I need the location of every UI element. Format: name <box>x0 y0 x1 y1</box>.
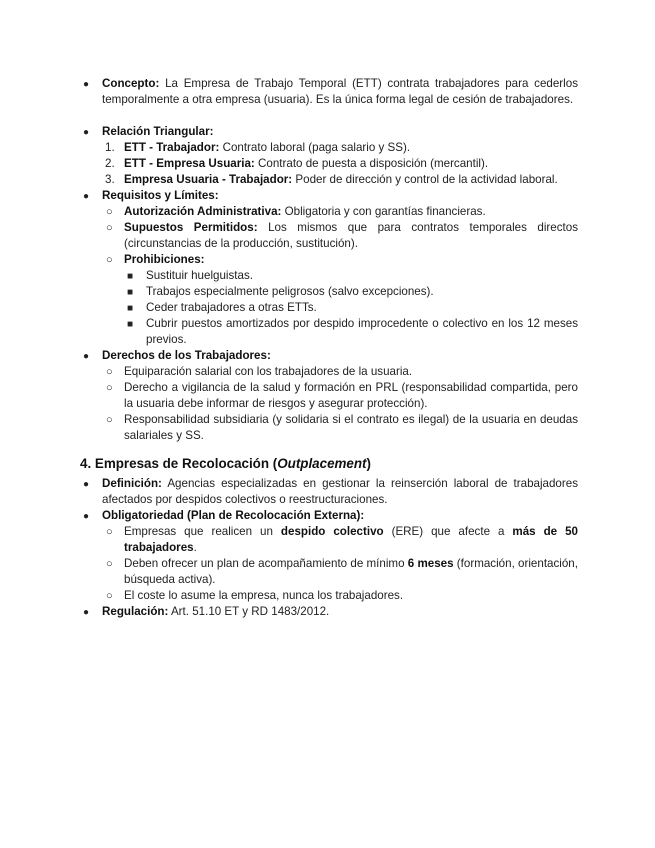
prohibicion-item: Ceder trabajadores a otras ETTs. <box>146 301 317 314</box>
prohibicion-item: Sustituir huelguistas. <box>146 269 253 282</box>
bullet-icon: ● <box>83 511 90 522</box>
bullet-icon: ● <box>83 191 90 202</box>
derechos-item: Responsabilidad subsidiaria (y solidaria si el contrato es ilegal) de la usuaria en deudas salariales y SS. <box>124 413 578 442</box>
bullet-icon: ● <box>83 79 90 90</box>
relacion-item-1: ETT - Trabajador: Contrato laboral (paga salario y SS). <box>124 141 411 154</box>
regulacion-paragraph: Regulación: Art. 51.10 ET y RD 1483/2012. <box>102 605 330 618</box>
concepto-text: La Empresa de Trabajo Temporal (ETT) contrata trabajadores para cederlos temporalmente a otra empresa (usuaria). Es la única forma legal de cesión de trabajadores. <box>102 77 578 106</box>
circle-bullet-icon: ○ <box>106 590 113 602</box>
concepto-paragraph <box>102 76 578 108</box>
bullet-icon: ● <box>83 607 90 618</box>
prohibiciones-heading: Prohibiciones: <box>124 253 205 266</box>
derechos-item: Derecho a vigilancia de la salud y formación en PRL (responsabilidad compartida, pero la usuaria debe informar de riesgos y asegurar protección). <box>124 381 578 410</box>
autorizacion-item: Autorización Administrativa: Obligatoria y con garantías financieras. <box>124 205 486 218</box>
bullet-icon: ● <box>83 479 90 490</box>
concepto-label: Concepto: <box>102 77 160 90</box>
derechos-item: Equiparación salarial con los trabajadores de la usuaria. <box>124 365 413 378</box>
obligatoriedad-item-1: Empresas que realicen un despido colectivo (ERE) que afecte a más de 50 trabajadores. <box>124 525 578 554</box>
circle-bullet-icon: ○ <box>106 222 113 234</box>
requisitos-heading: Requisitos y Límites: <box>102 189 219 202</box>
circle-bullet-icon: ○ <box>106 526 113 538</box>
circle-bullet-icon: ○ <box>106 206 113 218</box>
bullet-icon: ● <box>83 351 90 362</box>
relacion-item-2: ETT - Empresa Usuaria: Contrato de puesta a disposición (mercantil). <box>124 157 489 170</box>
list-number: 1. <box>105 141 115 154</box>
circle-bullet-icon: ○ <box>106 414 113 426</box>
obligatoriedad-heading: Obligatoriedad (Plan de Recolocación Externa): <box>102 509 365 522</box>
square-bullet-icon: ■ <box>127 303 134 314</box>
relacion-item-3: Empresa Usuaria - Trabajador: Poder de dirección y control de la actividad laboral. <box>124 173 558 186</box>
section-4-heading: 4. Empresas de Recolocación (Outplacement) <box>80 456 371 471</box>
square-bullet-icon: ■ <box>127 319 134 330</box>
list-number: 3. <box>105 173 115 186</box>
obligatoriedad-item-3: El coste lo asume la empresa, nunca los trabajadores. <box>124 589 404 602</box>
circle-bullet-icon: ○ <box>106 366 113 378</box>
list-number: 2. <box>105 157 115 170</box>
square-bullet-icon: ■ <box>127 271 134 282</box>
relacion-heading: Relación Triangular: <box>102 125 214 138</box>
derechos-heading: Derechos de los Trabajadores: <box>102 349 271 362</box>
circle-bullet-icon: ○ <box>106 558 113 570</box>
circle-bullet-icon: ○ <box>106 254 113 266</box>
prohibicion-item: Trabajos especialmente peligrosos (salvo excepciones). <box>146 285 434 298</box>
circle-bullet-icon: ○ <box>106 382 113 394</box>
definicion-paragraph: Definición: Agencias especializadas en gestionar la reinserción laboral de trabajadores afectados por despidos colectivos o reestructuraciones. <box>102 477 578 506</box>
obligatoriedad-item-2: Deben ofrecer un plan de acompañamiento de mínimo 6 meses (formación, orientación, búsqueda activa). <box>124 557 578 586</box>
supuestos-item: Supuestos Permitidos: Los mismos que para contratos temporales directos (circunstancias de la producción, sustitución). <box>124 221 578 250</box>
square-bullet-icon: ■ <box>127 287 134 298</box>
prohibicion-item: Cubrir puestos amortizados por despido improcedente o colectivo en los 12 meses previos. <box>146 317 578 346</box>
bullet-icon: ● <box>83 127 90 138</box>
